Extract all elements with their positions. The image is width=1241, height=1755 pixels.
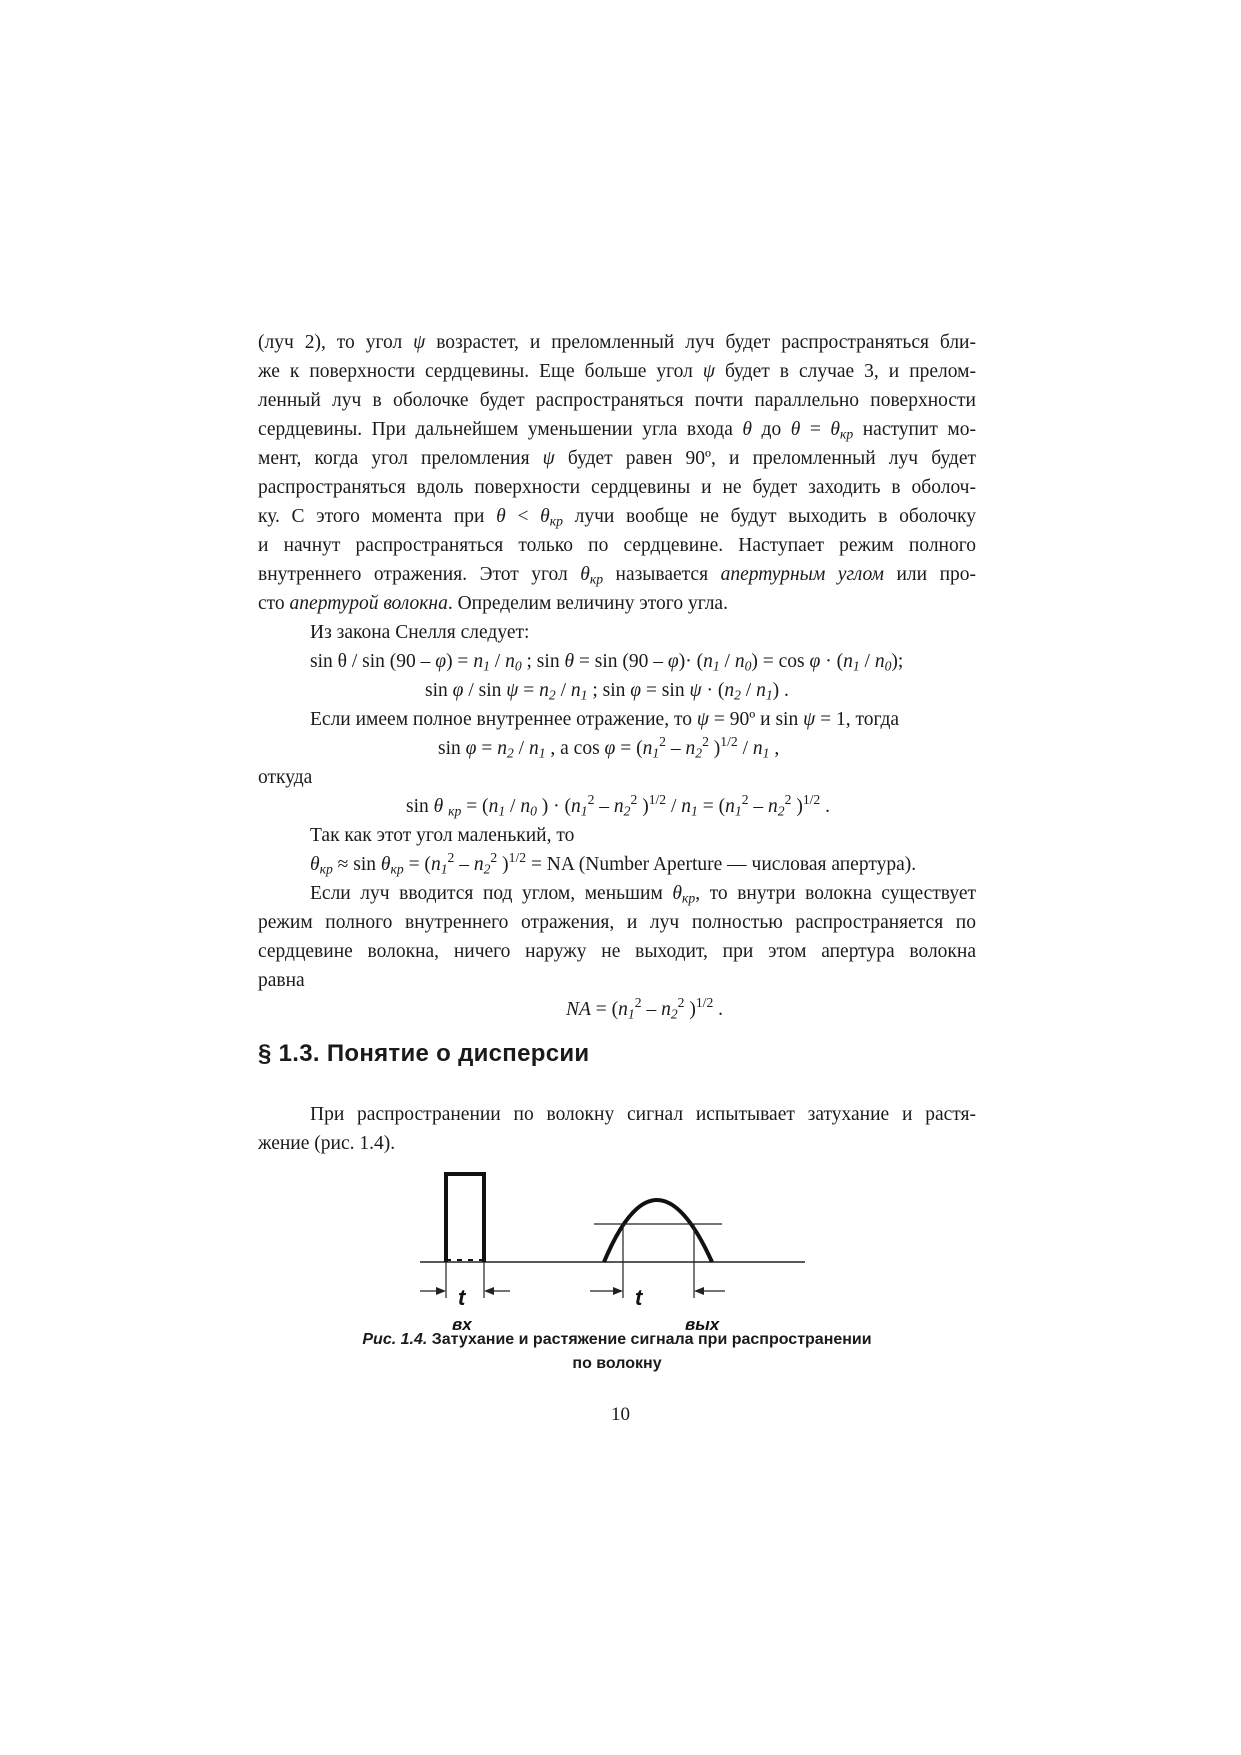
figure-caption — [258, 1328, 976, 1376]
in-arrowhead-right — [484, 1287, 494, 1295]
text-line: распространяться вдоль поверхности сердцевины и не будет заходить в оболоч- — [258, 477, 976, 498]
vyx-label: вых — [685, 1315, 720, 1334]
text-line: ленный луч в оболочке будет распространяться почти параллельно поверхности — [258, 390, 976, 411]
out-arrowhead-left — [613, 1287, 623, 1295]
formula-snell-1: $\sin \theta / \sin (90 - \varphi) = n_1 / n_0$ ; $\sin \theta = \sin (90 - \varphi)\cdot (n_1 / n_0) = \cos \varphi \cdot (n_1 / n_0)$; — [310, 651, 904, 674]
text-line: внутреннего отражения. Этот угол $\theta_{кр}$ называется апертурным углом или про- — [258, 564, 977, 587]
formula-cos-phi: $\sin \varphi = n_2 / n_1$ , а $\cos \varphi = (n_1^2 - n_2^2$ )$^{1/2} / n_1$ , — [438, 733, 780, 761]
text-line: При распространении по волокну сигнал испытывает затухание и растя- — [310, 1104, 976, 1125]
caption-line-1 — [258, 1328, 976, 1352]
formula-sin-theta: sin θ $_{кр} = (n_1 / n_0$ ) · ($n_1^2 - n_2^2$ )$^{1/2} / n_1 = (n_1^2 - n_2^2$ )$^{1/2}$ . — [406, 791, 830, 819]
formula-na: $\theta_{кр} \approx \sin \theta_{кр} = (n_1^2 - n_2^2$ )$^{1/2}$ = NA (Number Aperture — числовая апертура). — [310, 849, 917, 877]
t-out-label: t — [635, 1285, 643, 1310]
formula-snell-2: $\sin \varphi / \sin \psi = n_2 / n_1$ ; $\sin \varphi = \sin \psi \cdot (n_2 / n_1)$ . — [425, 680, 789, 703]
out-arrowhead-right — [694, 1287, 704, 1295]
text-line: равна — [258, 970, 305, 991]
caption-text-1: Затухание и растяжение сигнала при распространении — [431, 1331, 872, 1348]
snell-intro: Из закона Снелля следует: — [310, 622, 530, 643]
output-pulse — [604, 1200, 712, 1262]
text-line: Если луч вводится под углом, меньшим $\theta_{кр}$, то внутри волокна существует — [310, 883, 976, 906]
page-number: 10 — [611, 1404, 630, 1425]
text-line: (луч 2), то угол ψ возрастет, и преломленный луч будет распространяться бли- — [258, 332, 976, 353]
text-line: сердцевины. При дальнейшем уменьшении угла входа θ до $\theta = \theta_{кр}$ наступит мо- — [258, 419, 977, 442]
formula-na-final: NA = ($n_1^2 - n_2^2$ )$^{1/2}$ . — [566, 994, 724, 1022]
text-line: режим полного внутреннего отражения, и луч полностью распространяется по — [258, 912, 976, 933]
section-heading: § 1.3. Понятие о дисперсии — [258, 1040, 590, 1067]
in-arrowhead-left — [436, 1287, 446, 1295]
text-line: и начнут распространяться только по сердцевине. Наступает режим полного — [258, 535, 976, 556]
whence-label: откуда — [258, 767, 313, 788]
vx-label: вх — [452, 1315, 472, 1334]
text-line: же к поверхности сердцевины. Еще больше угол ψ будет в случае 3, и прелом- — [258, 361, 977, 382]
total-reflection-text: Если имеем полное внутреннее отражение, то ψ = 90º и sin ψ = 1, тогда — [310, 709, 900, 730]
text-line: мент, когда угол преломления ψ будет равен 90º, и преломленный луч будет — [258, 448, 976, 469]
caption-line-2: по волокну — [572, 1355, 662, 1372]
text-line: ку. С этого момента при $\theta < \theta_{кр}$ лучи вообще не будут выходить в оболочку — [258, 506, 976, 529]
text-line: сердцевине волокна, ничего наружу не выходит, при этом апертура волокна — [258, 941, 976, 962]
input-pulse — [446, 1174, 484, 1262]
text-line: жение (рис. 1.4). — [258, 1133, 396, 1154]
text-line: сто апертурой волокна. Определим величину этого угла. — [258, 593, 728, 614]
main-text — [258, 328, 976, 1024]
t-in-label: t — [458, 1285, 466, 1310]
small-angle-text: Так как этот угол маленький, то — [310, 825, 575, 846]
signal-figure — [400, 1158, 820, 1343]
caption-label: Рис. 1.4. — [362, 1331, 428, 1348]
dispersion-paragraph — [258, 1100, 976, 1158]
